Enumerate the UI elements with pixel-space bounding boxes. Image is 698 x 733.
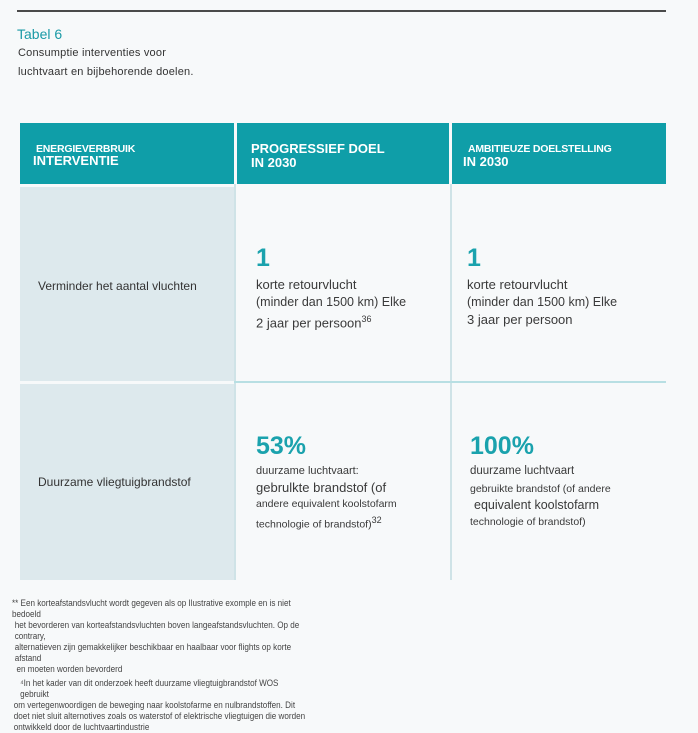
- footnote-2-line3: doet niet sluit alternotives zoals os waterstof of elektrische vliegtuigen die worden: [13, 711, 306, 721]
- header-col3-line2: IN 2030: [463, 154, 509, 169]
- row-1-ambitious-line3: 3 jaar per persoon: [467, 312, 573, 327]
- row-1-ambitious-line1: korte retourvlucht: [467, 277, 568, 292]
- row-1-progressive-line3-text: 2 jaar per persoon: [256, 315, 362, 331]
- row-2-progressive-line4: [256, 512, 397, 533]
- footnote-1-line4: en moeten worden bevorderd: [16, 664, 123, 674]
- row-1-progressive-cell: [256, 245, 406, 331]
- row-header-brandstof: [20, 384, 234, 580]
- row-2-ambitious-value: 100%: [470, 432, 534, 460]
- table-label: Tabel 6: [17, 26, 63, 42]
- row-1-ambitious-value: 1: [467, 244, 481, 272]
- row-2-progressive-cell: [256, 433, 397, 533]
- table-caption: [18, 44, 238, 82]
- row-2-ambitious-line2: gebruikte brandstof (of andere: [470, 483, 611, 495]
- footnote-1-line2: het bevorderen van korteafstandsvluchten boven langeafstandsvluchten. Op de contrary,: [14, 620, 300, 641]
- header-col1-line1: ENERGIEVERBRUIK: [36, 143, 136, 155]
- row-header-vluchten: [20, 187, 234, 381]
- row-2-intervention: Duurzame vliegtuigbrandstof: [38, 475, 191, 489]
- header-col1-line2: INTERVENTIE: [33, 153, 119, 168]
- row-2-ambitious-cell: [470, 433, 611, 530]
- footnote-1-line3: alternatieven zijn gemakkelijker beschikbaar en haalbaar voor flights op korte afstand: [14, 642, 292, 663]
- row-2-progressive-line3: andere equivalent koolstofarm: [256, 498, 397, 510]
- footnote-2-line1: ⁴In het kader van dit onderzoek heeft duurzame vliegtuigbrandstof WOS gebruikt: [20, 678, 279, 699]
- footnote-2-line2: om vertegenwoordigen de beweging naar koolstofarme en nulbrandstoffen. Dit: [13, 700, 296, 710]
- header-col2-line1: PROGRESSIEF DOEL: [251, 141, 385, 156]
- caption-line-2: luchtvaart en bijbehorende doelen.: [18, 66, 194, 78]
- row-divider: [234, 381, 666, 383]
- row-2-progressive-line4-text: technologie of brandstof): [256, 518, 372, 531]
- header-progressief: [237, 123, 449, 184]
- row-2-progressive-value: 53%: [256, 432, 307, 460]
- footnote-1-line1: ** Een korteafstandsvlucht wordt gegeven als op Ilustrative exomple en is niet bedoeld: [12, 598, 291, 619]
- consumption-table: [20, 123, 666, 580]
- row-1-progressive-line2: (minder dan 1500 km) Elke: [256, 295, 407, 309]
- footnote-ref: 36: [361, 314, 372, 324]
- header-col3-line1: AMBITIEUZE DOELSTELLING: [468, 143, 612, 155]
- header-col2-line2: IN 2030: [251, 155, 297, 170]
- row-2-progressive-line2: gebrulkte brandstof (of: [256, 480, 387, 495]
- header-interventie: [20, 123, 234, 184]
- footnotes: [12, 598, 309, 733]
- row-2-ambitious-line1: duurzame luchtvaart: [470, 465, 575, 477]
- row-1-progressive-value: 1: [256, 244, 270, 272]
- footnote-ref: 32: [371, 515, 382, 525]
- top-rule: [17, 10, 666, 12]
- footnote-2-line4: ontwikkeld door de luchtvaartindustrie: [13, 722, 150, 732]
- caption-line-1: Consumptie interventies voor: [18, 47, 167, 59]
- row-2-progressive-line1: duurzame luchtvaart:: [256, 465, 359, 477]
- row-1-ambitious-line2: (minder dan 1500 km) Elke: [467, 295, 618, 309]
- row-1-progressive-line1: korte retourvlucht: [256, 277, 357, 292]
- row-1-progressive-line3: [256, 311, 406, 331]
- row-2-ambitious-line3: equivalent koolstofarm: [474, 498, 600, 512]
- row-2-ambitious-line4: technologie of brandstof): [470, 516, 586, 528]
- row-1-ambitious-cell: [467, 245, 617, 328]
- header-ambitieus: [452, 123, 666, 184]
- row-1-intervention: Verminder het aantal vluchten: [38, 279, 197, 293]
